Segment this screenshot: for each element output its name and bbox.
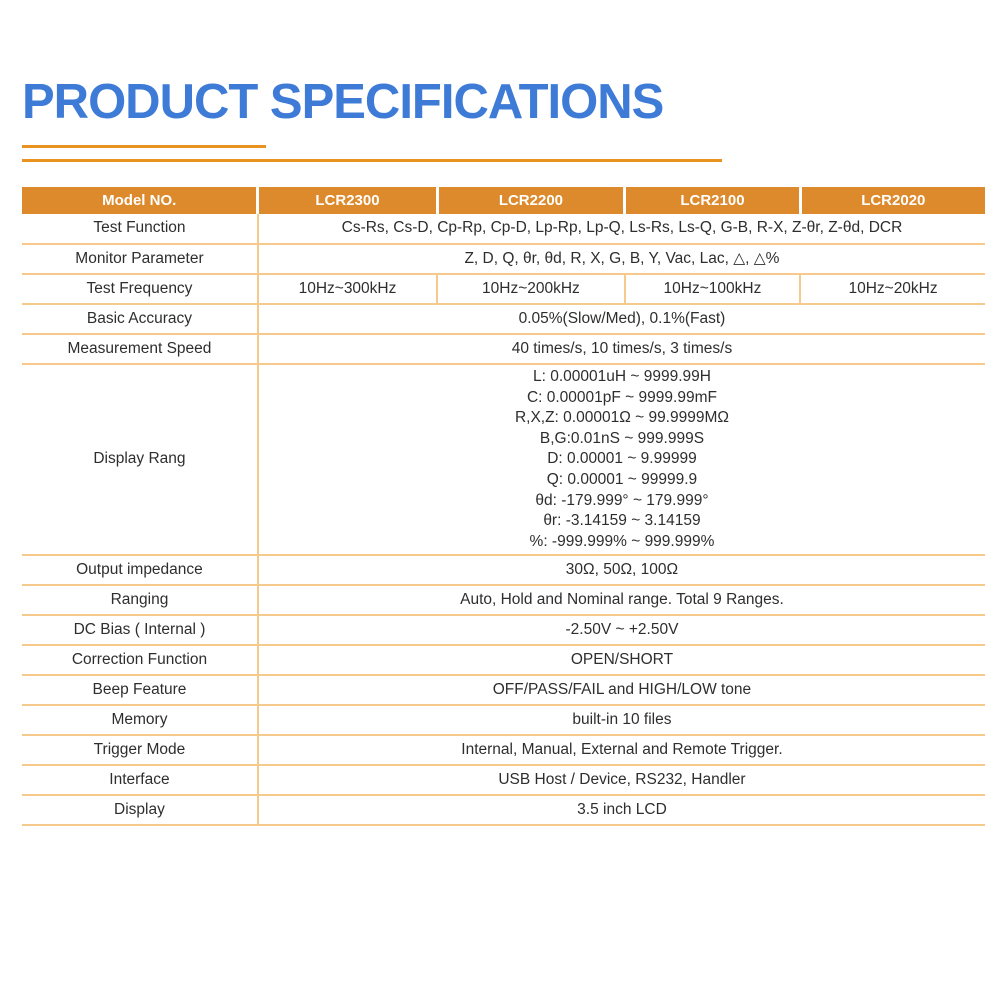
row-label: Beep Feature	[22, 675, 258, 705]
row-value: 3.5 inch LCD	[258, 795, 985, 825]
table-row-correction-function	[22, 645, 985, 675]
row-value: Cs-Rs, Cs-D, Cp-Rp, Cp-D, Lp-Rp, Lp-Q, Ls-Rs, Ls-Q, G-B, R-X, Z-θr, Z-θd, DCR	[341, 219, 903, 237]
row-label: Correction Function	[22, 645, 258, 675]
row-value-lcr2200: 10Hz~200kHz	[437, 274, 625, 304]
range-line: B,G:0.01nS ~ 999.999S	[539, 429, 705, 447]
range-line: C: 0.00001pF ~ 9999.99mF	[526, 388, 717, 406]
row-label: Display	[22, 795, 258, 825]
row-label: Ranging	[22, 585, 258, 615]
row-value-lcr2300: 10Hz~300kHz	[258, 274, 437, 304]
row-label: Memory	[22, 705, 258, 735]
range-line: Q: 0.00001 ~ 99999.9	[546, 470, 698, 488]
row-value: 40 times/s, 10 times/s, 3 times/s	[258, 334, 985, 364]
row-value: -2.50V ~ +2.50V	[258, 615, 985, 645]
range-line: D: 0.00001 ~ 9.99999	[547, 450, 697, 468]
page-title: PRODUCT SPECIFICATIONS	[22, 75, 664, 129]
row-label: Trigger Mode	[22, 735, 258, 765]
row-label: Monitor Parameter	[22, 244, 258, 274]
title-underline-short	[22, 145, 266, 148]
row-label: DC Bias ( Internal )	[22, 615, 258, 645]
range-line: L: 0.00001uH ~ 9999.99H	[532, 368, 711, 385]
row-value: OPEN/SHORT	[258, 645, 985, 675]
row-value: 30Ω, 50Ω, 100Ω	[258, 555, 985, 585]
header-row	[22, 187, 985, 214]
header-cell-lcr2200: LCR2200	[437, 187, 625, 214]
table-row-display-rang	[22, 364, 985, 555]
row-value: Internal, Manual, External and Remote Trigger.	[258, 735, 985, 765]
range-line: θd: -179.999° ~ 179.999°	[535, 491, 709, 509]
row-value: USB Host / Device, RS232, Handler	[258, 765, 985, 795]
row-value: Auto, Hold and Nominal range. Total 9 Ranges.	[258, 585, 985, 615]
header-cell-model-no: Model NO.	[22, 187, 258, 214]
table-row-trigger-mode	[22, 735, 985, 765]
row-label: Basic Accuracy	[22, 304, 258, 334]
range-line: θr: -3.14159 ~ 3.14159	[543, 512, 701, 530]
row-value: Z, D, Q, θr, θd, R, X, G, B, Y, Vac, Lac, △, △%	[258, 244, 985, 274]
row-label: Measurement Speed	[22, 334, 258, 364]
table-row-basic-accuracy	[22, 304, 985, 334]
row-value: OFF/PASS/FAIL and HIGH/LOW tone	[258, 675, 985, 705]
row-label: Display Rang	[22, 364, 258, 555]
table-row-beep-feature	[22, 675, 985, 705]
row-value-lcr2020: 10Hz~20kHz	[800, 274, 985, 304]
table-row-test-function	[22, 214, 985, 244]
header-cell-lcr2300: LCR2300	[258, 187, 437, 214]
header-cell-lcr2020: LCR2020	[800, 187, 985, 214]
table-row-interface	[22, 765, 985, 795]
row-label: Test Function	[22, 214, 258, 244]
row-label: Interface	[22, 765, 258, 795]
row-label: Output impedance	[22, 555, 258, 585]
row-value-multiline	[258, 364, 985, 555]
table-row-memory	[22, 705, 985, 735]
row-value: built-in 10 files	[258, 705, 985, 735]
row-value: 0.05%(Slow/Med), 0.1%(Fast)	[258, 304, 985, 334]
table-row-measurement-speed	[22, 334, 985, 364]
range-line: %: -999.999% ~ 999.999%	[529, 532, 715, 550]
row-value-lcr2100: 10Hz~100kHz	[625, 274, 800, 304]
table-row-test-frequency	[22, 274, 985, 304]
table-row-display	[22, 795, 985, 825]
range-line: R,X,Z: 0.00001Ω ~ 99.9999MΩ	[514, 409, 729, 427]
row-label: Test Frequency	[22, 274, 258, 304]
table-row-monitor-parameter	[22, 244, 985, 274]
table-row-output-impedance	[22, 555, 985, 585]
table-row-ranging	[22, 585, 985, 615]
header-cell-lcr2100: LCR2100	[625, 187, 800, 214]
table-row-dc-bias	[22, 615, 985, 645]
title-underline-long	[22, 159, 722, 162]
spec-table	[22, 187, 985, 826]
